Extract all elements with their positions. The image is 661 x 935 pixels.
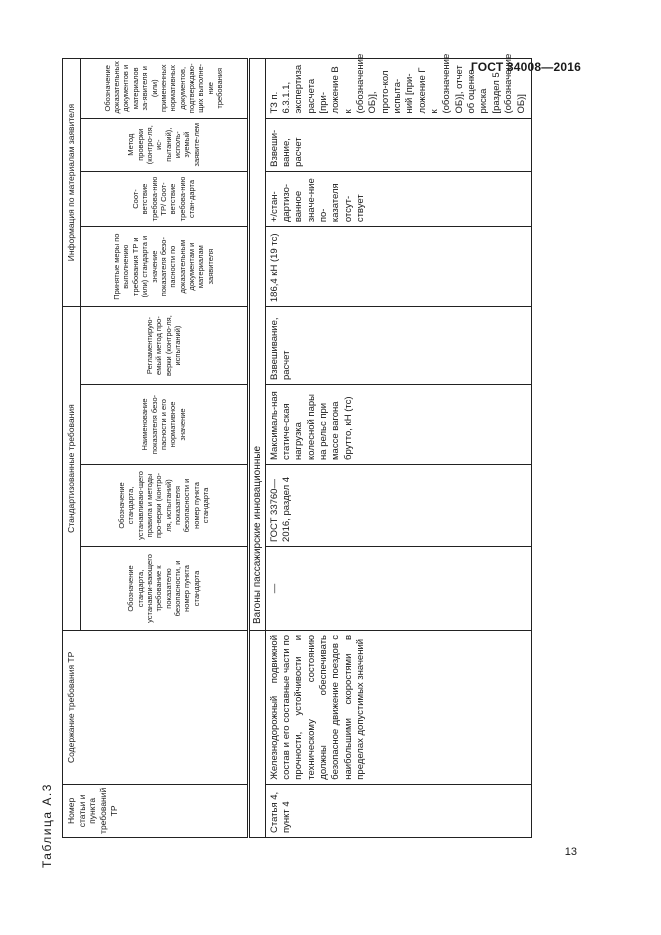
- cell-app-measures: 186,4 кН (19 тс): [265, 227, 531, 307]
- requirements-table: [62, 53, 532, 838]
- header-app-measures: Принятые меры по выполнению требования ТР и (или) стандарта и значение показателя безо-пасности по доказательным документам и материалам заявителя: [80, 227, 248, 307]
- cell-std-designation: —: [265, 546, 531, 630]
- cell-std-indicator: Максималь-ная статиче-ская нагрузка колесной пары на рельс при массе вагона брутто, кН (тс): [265, 385, 531, 465]
- section-title: Вагоны пассажирские инновационные: [248, 59, 265, 631]
- header-std-designation: Обозначение стандарта, устанавли-вающего требование к показателю безопасности, и номер пункта стандарта: [80, 546, 248, 630]
- cell-app-evidence: ТЗ п. 6.3.1.1, экспертиза расчета [при-ложение В к (обозначение ОБ)], прото-кол испыта-ний [при-ложение Г к (обозначение ОБ)], отчет об оценке риска [раздел 5 (обозначение ОБ)]: [265, 59, 531, 119]
- header-group-applicant: Информация по материалам заявителя: [63, 59, 81, 307]
- header-article: Номер статьи и пункта требований ТР: [63, 784, 249, 837]
- cell-std-method: ГОСТ 33760—2016, раздел 4: [265, 464, 531, 546]
- page-number: 13: [564, 846, 577, 858]
- rotated-table-area: [40, 48, 585, 868]
- cell-article: Статья 4, пункт 4: [265, 784, 531, 837]
- header-app-method: Метод проверки (контро-ля, ис-пытаний), исполь-зуемый заявите-лем: [80, 118, 248, 171]
- cell-app-method: Взвеши-вание, расчет: [265, 118, 531, 171]
- cell-content: Железнодорожный подвижной состав и его составные части по прочности, устойчивости и техническому состоянию должны обеспечивать безопасное движение поездов с наибольшими скоростями в пределах допустимых значений: [265, 630, 531, 784]
- header-app-compliance: Соот-ветствие требова-нию ТР/ Соот-ветствие требова-нию стан-дарта: [80, 171, 248, 226]
- header-std-verify: Регламентирую-емый метод про-верки (контро-ля, испытаний): [80, 307, 248, 385]
- standard-designation: ГОСТ 34008—2016: [470, 60, 581, 74]
- table-row: [265, 59, 531, 838]
- header-std-indicator: Наименование показателя безо-пасности и его нормативное значение: [80, 385, 248, 465]
- cell-std-verify: Взвешивание, расчет: [265, 307, 531, 385]
- section-spacer: [248, 630, 265, 837]
- header-app-evidence: Обозначение доказательных документов и материалов за-явителя и (или) примененных нормативных документов, подтверждаю-щих выполне-ние требования: [80, 59, 248, 119]
- table-caption: Таблица А.3: [40, 783, 54, 868]
- header-content: Содержание требования ТР: [63, 630, 249, 784]
- header-group-standard: Стандартизованные требования: [63, 307, 81, 631]
- header-std-method: Обозначение стандарта, устанавливаю-щего правила и методы про-верки (контро-ля, испытаний) показателя безопасности и номер пункта стандарта: [80, 464, 248, 546]
- cell-app-compliance: +/стан-дартизо-ванное значе-ние по-казателя отсут-ствует: [265, 171, 531, 226]
